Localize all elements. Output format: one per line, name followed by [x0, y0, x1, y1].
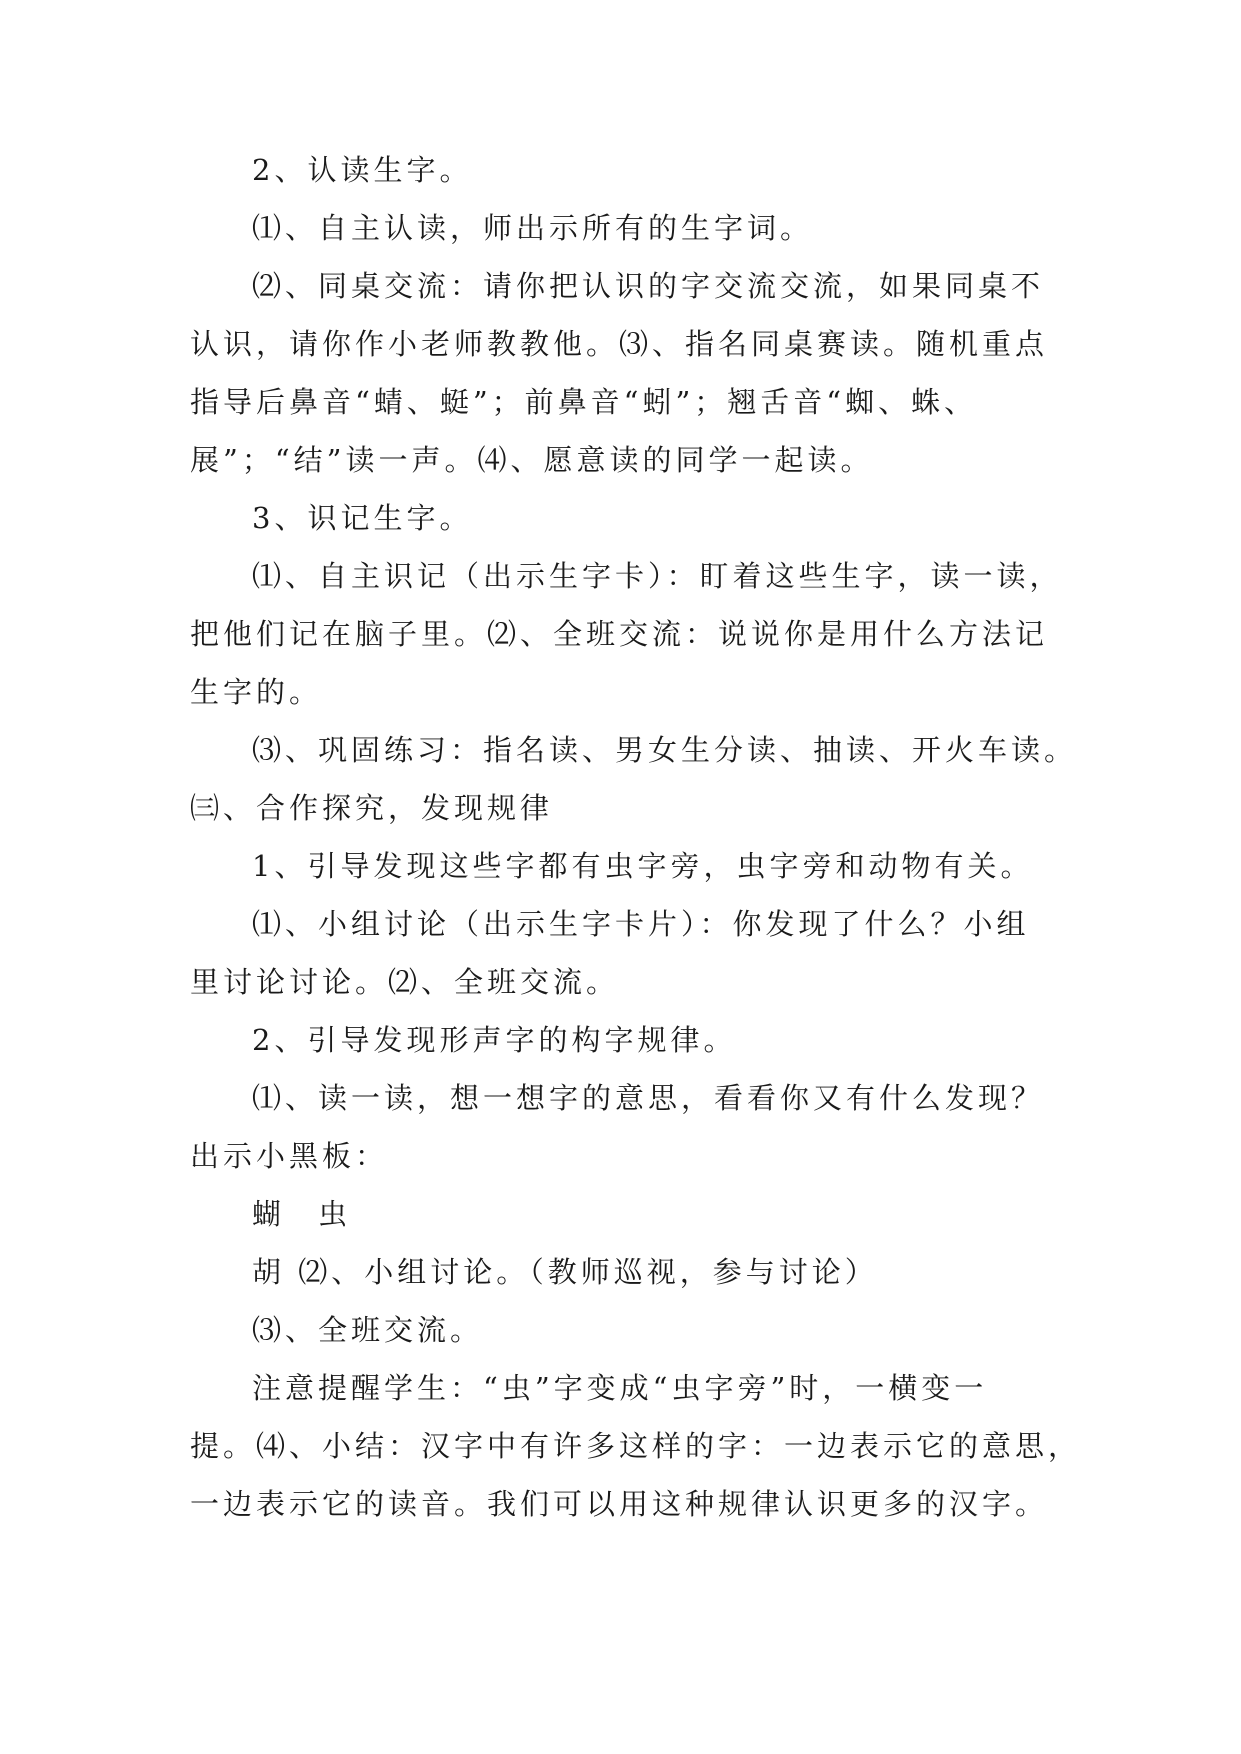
text-line: ⑴、读一读，想一想字的意思，看看你又有什么发现？: [252, 1081, 1045, 1115]
text-line: ⑶、巩固练习：指名读、男女生分读、抽读、开火车读。: [252, 733, 1078, 767]
text-line: ⑴、自主识记（出示生字卡）：盯着这些生字，读一读，: [252, 559, 1063, 593]
text-line: 2、引导发现形声字的构字规律。: [252, 1023, 737, 1057]
text-line: 一边表示它的读音。我们可以用这种规律认识更多的汉字。: [190, 1487, 1049, 1521]
text-line: 里讨论讨论。⑵、全班交流。: [190, 965, 620, 999]
text-line: 注意提醒学生：“虫”字变成“虫字旁”时，一横变一: [252, 1371, 988, 1405]
text-line: 认识，请你作小老师教教他。⑶、指名同桌赛读。随机重点: [190, 327, 1049, 361]
text-line: 蝴 虫: [252, 1197, 352, 1231]
text-line: 生字的。: [190, 675, 323, 709]
text-line: ⑴、自主认读，师出示所有的生字词。: [252, 211, 814, 245]
text-line: 出示小黑板：: [190, 1139, 389, 1173]
text-line: 1、引导发现这些字都有虫字旁，虫字旁和动物有关。: [252, 849, 1034, 883]
section-heading: ㈢、合作探究，发现规律: [190, 791, 554, 825]
text-line: ⑶、全班交流。: [252, 1313, 484, 1347]
text-line: ⑴、小组讨论（出示生字卡片）：你发现了什么？小组: [252, 907, 1030, 941]
text-line: 指导后鼻音“蜻、蜓”；前鼻音“蚓”；翘舌音“蜘、蛛、: [190, 385, 978, 419]
text-line: 提。⑷、小结：汉字中有许多这样的字：一边表示它的意思，: [190, 1429, 1082, 1463]
text-line: 2、认读生字。: [252, 153, 473, 187]
text-line: 胡 ⑵、小组讨论。（教师巡视，参与讨论）: [252, 1255, 878, 1289]
text-line: 3、识记生字。: [252, 501, 473, 535]
text-line: ⑵、同桌交流：请你把认识的字交流交流，如果同桌不: [252, 269, 1045, 303]
text-line: 展”；“结”读一声。⑷、愿意读的同学一起读。: [190, 443, 874, 477]
text-line: 把他们记在脑子里。⑵、全班交流：说说你是用什么方法记: [190, 617, 1049, 651]
